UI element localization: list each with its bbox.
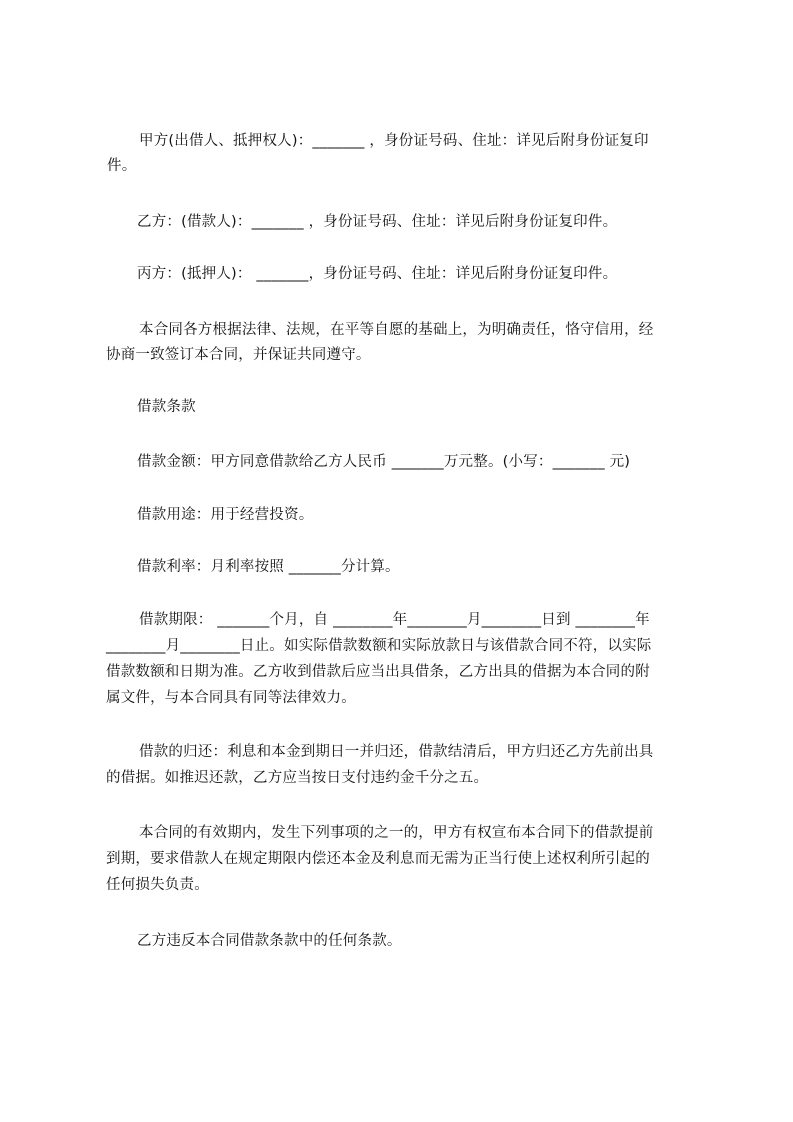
preamble-line-1: 本合同各方根据法律、法规，在平等自愿的基础上，为明确责任，恪守信用，经 [139, 322, 654, 338]
party-a-line-2: 件。 [107, 158, 137, 174]
repayment-line-2: 的借据。如推迟还款，乙方应当按日支付违约金千分之五。 [106, 770, 489, 786]
validity-line-2: 到期，要求借款人在规定期限内偿还本金及利息而无需为正当行使上述权利所引起的 [106, 851, 650, 867]
loan-purpose-line: 借款用途：用于经营投资。 [137, 507, 314, 523]
repayment-line-1: 借款的归还：利息和本金到期日一并归还，借款结清后，甲方归还乙方先前出具 [139, 744, 654, 760]
preamble-line-2: 协商一致签订本合同，并保证共同遵守。 [106, 347, 371, 363]
loan-amount-line: 借款金额：甲方同意借款给乙方人民币 _______万元整。(小写：_______ 元) [137, 454, 631, 470]
section-title: 借款条款 [137, 399, 196, 415]
loan-term-line-4: 属文件，与本合同具有同等法律效力。 [106, 690, 356, 706]
validity-line-1: 本合同的有效期内，发生下列事项的之一的，甲方有权宣布本合同下的借款提前 [139, 825, 654, 841]
loan-term-line-2: ________月________日止。如实际借款数额和实际放款日与该借款合同不符，以实际 [106, 638, 652, 654]
loan-rate-line: 借款利率：月利率按照 _______分计算。 [137, 559, 400, 575]
validity-line-3: 任何损失负责。 [106, 877, 209, 893]
party-c-line: 丙方：(抵押人)： _______，身份证号码、住址：详见后附身份证复印件。 [137, 266, 618, 282]
breach-line: 乙方违反本合同借款条款中的任何条款。 [137, 933, 402, 949]
loan-term-line-1: 借款期限： _______个月，自 ________年________月________日到 ________年 [139, 612, 650, 628]
party-b-line: 乙方：(借款人)：_______ ，身份证号码、住址：详见后附身份证复印件。 [137, 214, 618, 230]
party-a-line-1: 甲方(出借人、抵押权人)：_______ ，身份证号码、住址：详见后附身份证复印 [139, 133, 649, 149]
loan-term-line-3: 借款数额和日期为准。乙方收到借款后应当出具借条，乙方出具的借据为本合同的附 [106, 664, 650, 680]
